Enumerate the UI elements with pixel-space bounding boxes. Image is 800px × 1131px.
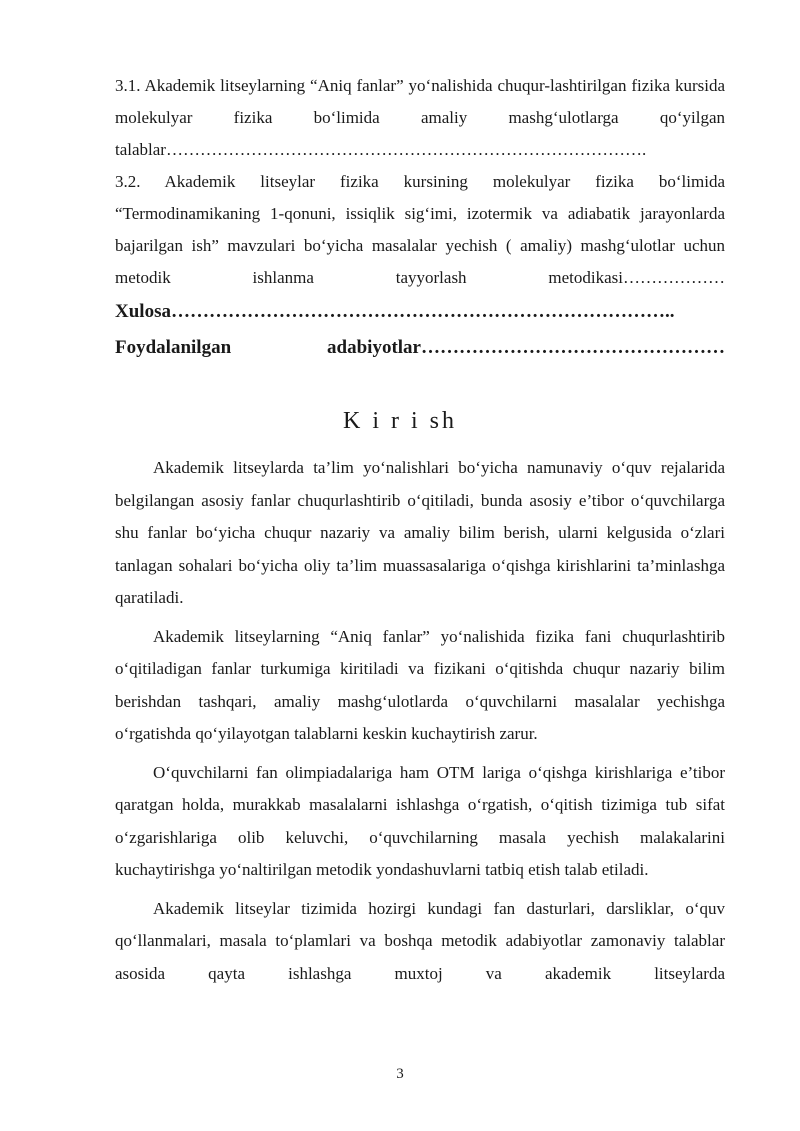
section-heading: K i r i sh [343, 408, 457, 434]
paragraph-2: Akademik litseylarning “Aniq fanlar” yo‘nalishida fizika fani chuqurlashtirib o‘qitiladigan fanlar turkumiga kiritiladi va fizikani o‘qitishda chuqur nazariy bilim berishdan tashqari, amaliy mashg‘ulotlarda o‘quvchilarni masalalar yechishga o‘rgatishda qo‘yilayotgan talablarni keskin kuchaytirish zarur. [115, 626, 725, 743]
toc-item-references: Foydalanilgan adabiyotlar………………………………………… [115, 337, 725, 358]
paragraph-1: Akademik litseylarda ta’lim yo‘nalishlari bo‘yicha namunaviy o‘quv rejalarida belgilangan asosiy fanlar chuqurlashtirib o‘qitiladi, bunda asosiy e’tibor o‘quvchilarga shu fanlar bo‘yicha chuqur nazariy va amaliy bilim berish, ularni kelgusida o‘zlari tanlagan sohalari bo‘yicha oliy ta’lim muassasalariga o‘qishga kirishlarini ta’minlashga qaratiladi. [115, 458, 725, 607]
paragraph-3: O‘quvchilarni fan olimpiadalariga ham OTM lariga o‘qishga kirishlariga e’tibor qaratgan holda, murakkab masalalarni ishlashga o‘rgatish, o‘qitish tizimiga tub sifat o‘zgarishlariga olib keluvchi, o‘quvchilarning masala yechish malakalarini kuchaytirishga yo‘naltirilgan metodik yondashuvlarni tatbiq etish talab etiladi. [115, 762, 725, 879]
body-text [115, 452, 725, 990]
toc-item-3-2: 3.2. Akademik litseylar fizika kursining molekulyar fizika bo‘limida “Termodinamikaning 1-qonuni, issiqlik sig‘imi, izotermik va adiabatik jarayonlarda bajarilgan ish” mavzulari bo‘yicha masalalar yechish ( amaliy) mashg‘ulotlar uchun metodik ishlanma tayyorlash metodikasi……………… [115, 172, 725, 287]
toc-item-conclusion: Xulosa…………………………………………………………………….. [115, 301, 675, 322]
table-of-contents [115, 70, 725, 366]
paragraph-4: Akademik litseylar tizimida hozirgi kundagi fan dasturlari, darsliklar, o‘quv qo‘llanmalari, masala to‘plamlari va boshqa metodik adabiyotlar zamonaviy talablar asosida qayta ishlashga muxtoj va akademik litseylarda [115, 898, 725, 983]
toc-item-3-1: 3.1. Akademik litseylarning “Aniq fanlar” yo‘nalishida chuqur-lashtirilgan fizika kursida molekulyar fizika bo‘limida amaliy mashg‘ulotlarga qo‘yilgan talablar…………………………………………………………………………. [115, 76, 725, 159]
page-number: 3 [396, 1066, 404, 1082]
